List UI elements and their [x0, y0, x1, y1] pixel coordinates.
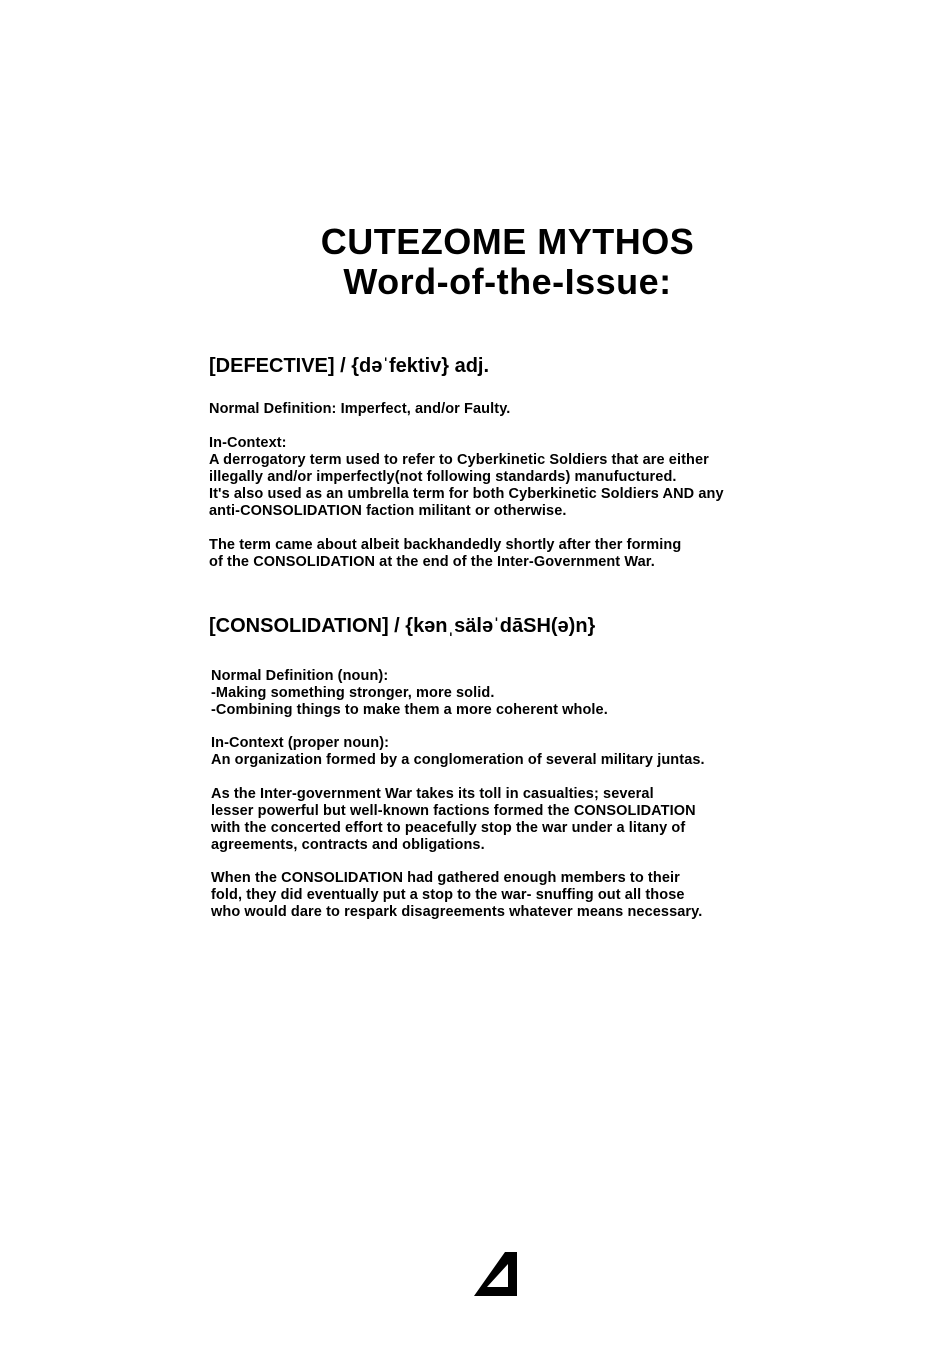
- text-line: with the concerted effort to peacefully stop the war under a litany of: [211, 820, 686, 836]
- in-context-defective: [209, 435, 724, 520]
- delta-triangle-logo-icon: [472, 1250, 522, 1298]
- text-line: lesser powerful but well-known factions formed the CONSOLIDATION: [211, 803, 696, 819]
- page-title: [0, 222, 940, 302]
- paragraph-consolidation-formation: [211, 786, 696, 854]
- text-line: -Combining things to make them a more coherent whole.: [211, 702, 608, 718]
- normal-definition-consolidation: [211, 668, 608, 719]
- title-line-1: CUTEZOME MYTHOS: [320, 221, 695, 262]
- text-line: The term came about albeit backhandedly shortly after ther forming: [209, 537, 682, 553]
- title-line-2: Word-of-the-Issue:: [343, 261, 672, 302]
- text-line: who would dare to respark disagreements whatever means necessary.: [211, 904, 703, 920]
- text-line: In-Context:: [209, 435, 287, 451]
- in-context-consolidation: [211, 735, 705, 769]
- term-heading-defective: [DEFECTIVE] / {dəˈfektiv} adj.: [209, 355, 490, 377]
- text-line: An organization formed by a conglomeration of several military juntas.: [211, 752, 705, 768]
- text-line: illegally and/or imperfectly(not following standards) manufuctured.: [209, 469, 677, 485]
- text-line: of the CONSOLIDATION at the end of the Inter-Government War.: [209, 554, 655, 570]
- text-line: anti-CONSOLIDATION faction militant or otherwise.: [209, 503, 567, 519]
- normal-definition-defective: [209, 401, 510, 418]
- text-line: -Making something stronger, more solid.: [211, 685, 495, 701]
- text-line: Normal Definition (noun):: [211, 668, 389, 684]
- text-line: agreements, contracts and obligations.: [211, 837, 485, 853]
- text-line: Normal Definition: Imperfect, and/or Faulty.: [209, 401, 511, 417]
- text-line: In-Context (proper noun):: [211, 735, 390, 751]
- text-line: As the Inter-government War takes its toll in casualties; several: [211, 786, 654, 802]
- text-line: When the CONSOLIDATION had gathered enough members to their: [211, 870, 680, 886]
- text-line: A derrogatory term used to refer to Cyberkinetic Soldiers that are either: [209, 452, 709, 468]
- paragraph-consolidation-outcome: [211, 870, 702, 921]
- paragraph-defective-origin: [209, 537, 681, 571]
- text-line: It's also used as an umbrella term for both Cyberkinetic Soldiers AND any: [209, 486, 724, 502]
- text-line: fold, they did eventually put a stop to the war- snuffing out all those: [211, 887, 685, 903]
- term-heading-consolidation: [CONSOLIDATION] / {kənˌsäləˈdāSH(ə)n}: [209, 615, 596, 637]
